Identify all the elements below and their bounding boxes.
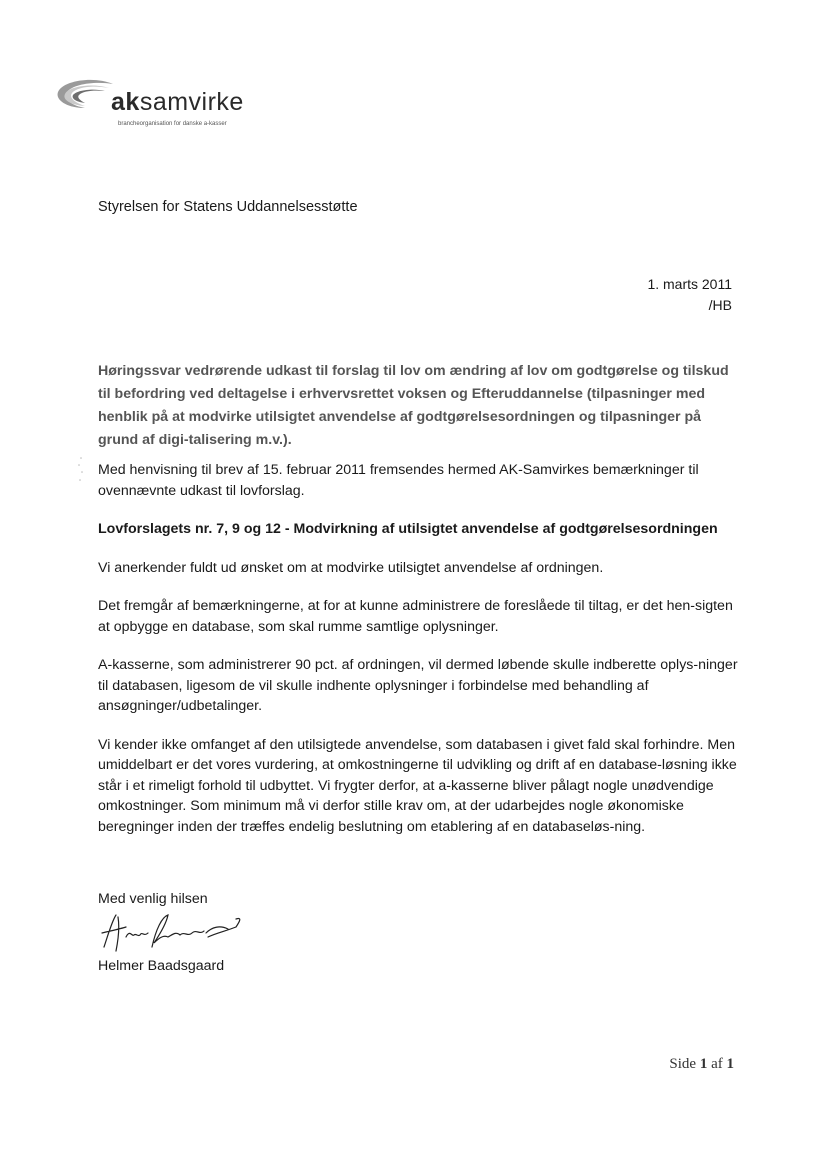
page-of: af xyxy=(711,1056,723,1072)
body-paragraph-4: Vi kender ikke omfanget af den utilsigtede anvendelse, som databasen i givet fald skal forhindre. Men umiddelbart er det vores vurdering, at omkostningerne til udvikling og drift af en database-løsning ikke står i et rimeligt forhold til udbyttet. Vi frygter derfor, at a-kasserne bliver pålagt nogle unødvendige omkostninger. Som minimum må vi derfor stille krav om, at der udarbejdes nogle økonomiske beregninger inden der træffes endelig beslutning om etablering af en databaseløs-ning. xyxy=(98,736,737,835)
section-heading: Lovforslagets nr. 7, 9 og 12 - Modvirkning af utilsigtet anvendelse af godtgørelsesordningen xyxy=(98,521,718,537)
signer-name: Helmer Baadsgaard xyxy=(98,958,225,974)
logo-tagline: brancheorganisation for danske a-kasser xyxy=(118,121,227,127)
body-paragraph-3: A-kasserne, som administrerer 90 pct. af ordningen, vil dermed løbende skulle indberette oplys-ninger til databasen, ligesom de vil skulle indhente oplysninger i forbindelse med behandling af ansøgninger/udbetalinger. xyxy=(98,657,738,714)
letter-date: 1. marts 2011 xyxy=(647,276,732,292)
logo-samvirke: samvirke xyxy=(139,88,244,116)
aksamvirke-logo xyxy=(55,78,255,130)
intro-paragraph: Med henvisning til brev af 15. februar 2011 fremsendes hermed AK-Samvirkes bemærkninger til ovennævnte udkast til lovforslag. xyxy=(98,462,699,499)
body-paragraph-2: Det fremgår af bemærkningerne, at for at kunne administrere de foreslåede til tiltag, er det hen-sigten at opbygge en database, som skal rumme samtlige oplysninger. xyxy=(98,598,733,635)
page-total: 1 xyxy=(726,1056,734,1072)
date-block xyxy=(647,274,732,316)
closing: Med venlig hilsen xyxy=(98,891,208,907)
scan-artifact xyxy=(76,455,86,485)
logo-ak: ak xyxy=(111,88,140,116)
page-number xyxy=(669,1056,734,1073)
body-paragraph-1: Vi anerkender fuldt ud ønsket om at modvirke utilsigtet anvendelse af ordningen. xyxy=(98,559,604,576)
page-current: 1 xyxy=(699,1056,708,1072)
logo-wordmark xyxy=(111,88,244,117)
swoosh-icon xyxy=(55,78,117,118)
page-label: Side xyxy=(669,1056,697,1072)
handwritten-signature xyxy=(96,907,246,957)
subject-line: Høringssvar vedrørende udkast til forslag til lov om ændring af lov om godtgørelse og tilskud til befordring ved deltagelse i erhvervsrettet voksen og Efteruddannelse (tilpasninger med henblik på at modvirke utilsigtet anvendelse af godtgørelsesordningen og tilpasninger på grund af digi-talisering m.v.). xyxy=(98,363,729,448)
recipient: Styrelsen for Statens Uddannelsesstøtte xyxy=(98,199,358,215)
author-initials: /HB xyxy=(708,297,732,313)
letter-body xyxy=(98,360,738,837)
